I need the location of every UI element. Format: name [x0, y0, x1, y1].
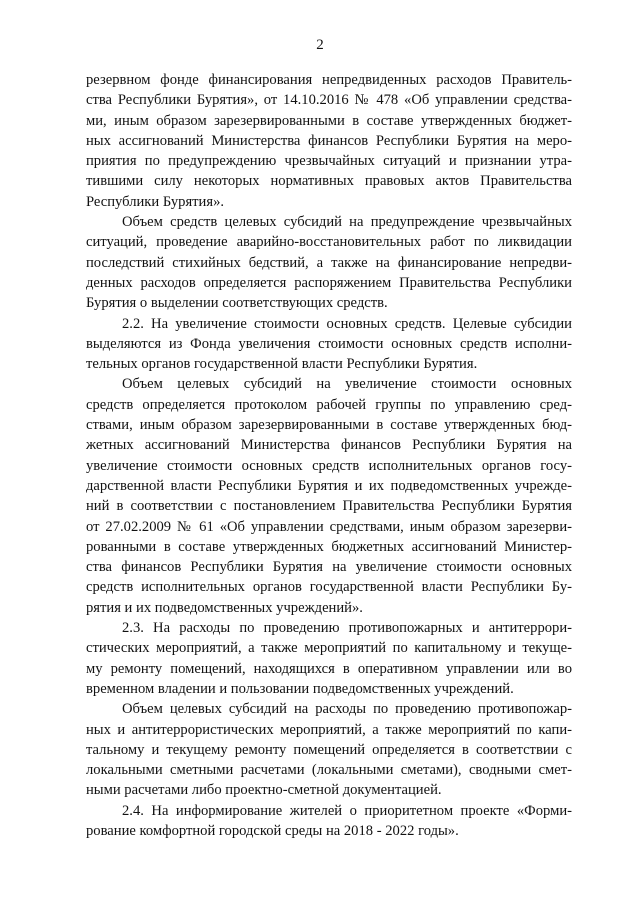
text-line: стических мероприятий, а также мероприятий по капитальному и текуще- [86, 640, 572, 657]
text-line: выделяются из Фонда увеличения стоимости основных средств исполни- [86, 335, 572, 352]
text-line: временном владении и пользовании подведомственных учреждений. [86, 680, 514, 697]
text-line: ствами, иным образом зарезервированными в составе утвержденных бюд- [86, 417, 572, 434]
text-line: рованными в составе утвержденных бюджетных ассигнований Министер- [86, 538, 572, 555]
text-line: локальными сметными расчетами (локальными сметами), сводными смет- [86, 762, 572, 779]
text-line: 2.3. На расходы по проведению противопожарных и антитеррори- [122, 620, 572, 637]
document-body [86, 70, 572, 841]
text-line: от 27.02.2009 № 61 «Об управлении средствами, иным образом зарезерви- [86, 518, 572, 535]
text-line: приятия по предупреждению чрезвычайных ситуаций и признании утра- [86, 153, 572, 170]
text-line: 2.2. На увеличение стоимости основных средств. Целевые субсидии [122, 315, 572, 332]
page-number: 2 [316, 37, 324, 53]
text-line: 2.4. На информирование жителей о приоритетном проекте «Форми- [122, 802, 572, 819]
text-line: денных расходов определяется распоряжением Правительства Республики [86, 274, 572, 291]
text-line: тальному и текущему ремонту помещений определяется в соответствии с [86, 741, 572, 758]
text-line: резервном фонде финансирования непредвиденных расходов Правитель- [86, 72, 572, 88]
text-line: дарственной власти Республики Бурятия и их подведомственных учрежде- [86, 477, 572, 494]
text-line: увеличение стоимости основных средств исполнительных органов госу- [86, 457, 572, 474]
text-line: ний в соответствии с постановлением Правительства Республики Бурятия [86, 498, 572, 515]
text-line: Республики Бурятия». [86, 193, 225, 210]
text-line: ных ассигнований Министерства финансов Республики Бурятия на меро- [86, 132, 572, 149]
text-line: Бурятия о выделении соответствующих средств. [86, 295, 388, 312]
text-line: Объем целевых субсидий на увеличение стоимости основных [122, 376, 572, 393]
text-line: жетных ассигнований Министерства финансов Республики Бурятия на [86, 437, 572, 454]
text-line: ситуаций, проведение аварийно-восстановительных работ по ликвидации [86, 234, 572, 251]
text-line: ства финансов Республики Бурятия на увеличение стоимости основных [86, 559, 572, 576]
text-line: последствий стихийных бедствий, а также на финансирование непредви- [86, 254, 572, 271]
text-line: тившими силу некоторых нормативных правовых актов Правительства [86, 173, 572, 190]
text-line: тельных органов государственной власти Республики Бурятия. [86, 356, 478, 373]
text-line: средств определяется протоколом рабочей группы по управлению сред- [86, 396, 572, 413]
text-line: Объем целевых субсидий на расходы по проведению противопожар- [122, 701, 572, 718]
text-line: ми, иным образом зарезервированными в составе утвержденных бюджет- [86, 112, 572, 129]
text-line: ных и антитеррористических мероприятий, а также мероприятий по капи- [86, 721, 572, 738]
text-line: рятия и их подведомственных учреждений». [86, 599, 363, 616]
text-line: средств исполнительных органов государственной власти Республики Бу- [86, 579, 572, 596]
text-line: Объем средств целевых субсидий на предупреждение чрезвычайных [122, 214, 572, 231]
text-line: ства Республики Бурятия», от 14.10.2016 № 478 «Об управлении средства- [86, 92, 572, 109]
text-line: ными расчетами либо проектно-сметной документацией. [86, 782, 442, 799]
text-line: рование комфортной городской среды на 2018 - 2022 годы». [86, 822, 459, 839]
text-line: му ремонту помещений, находящихся в оперативном управлении или во [86, 660, 572, 677]
